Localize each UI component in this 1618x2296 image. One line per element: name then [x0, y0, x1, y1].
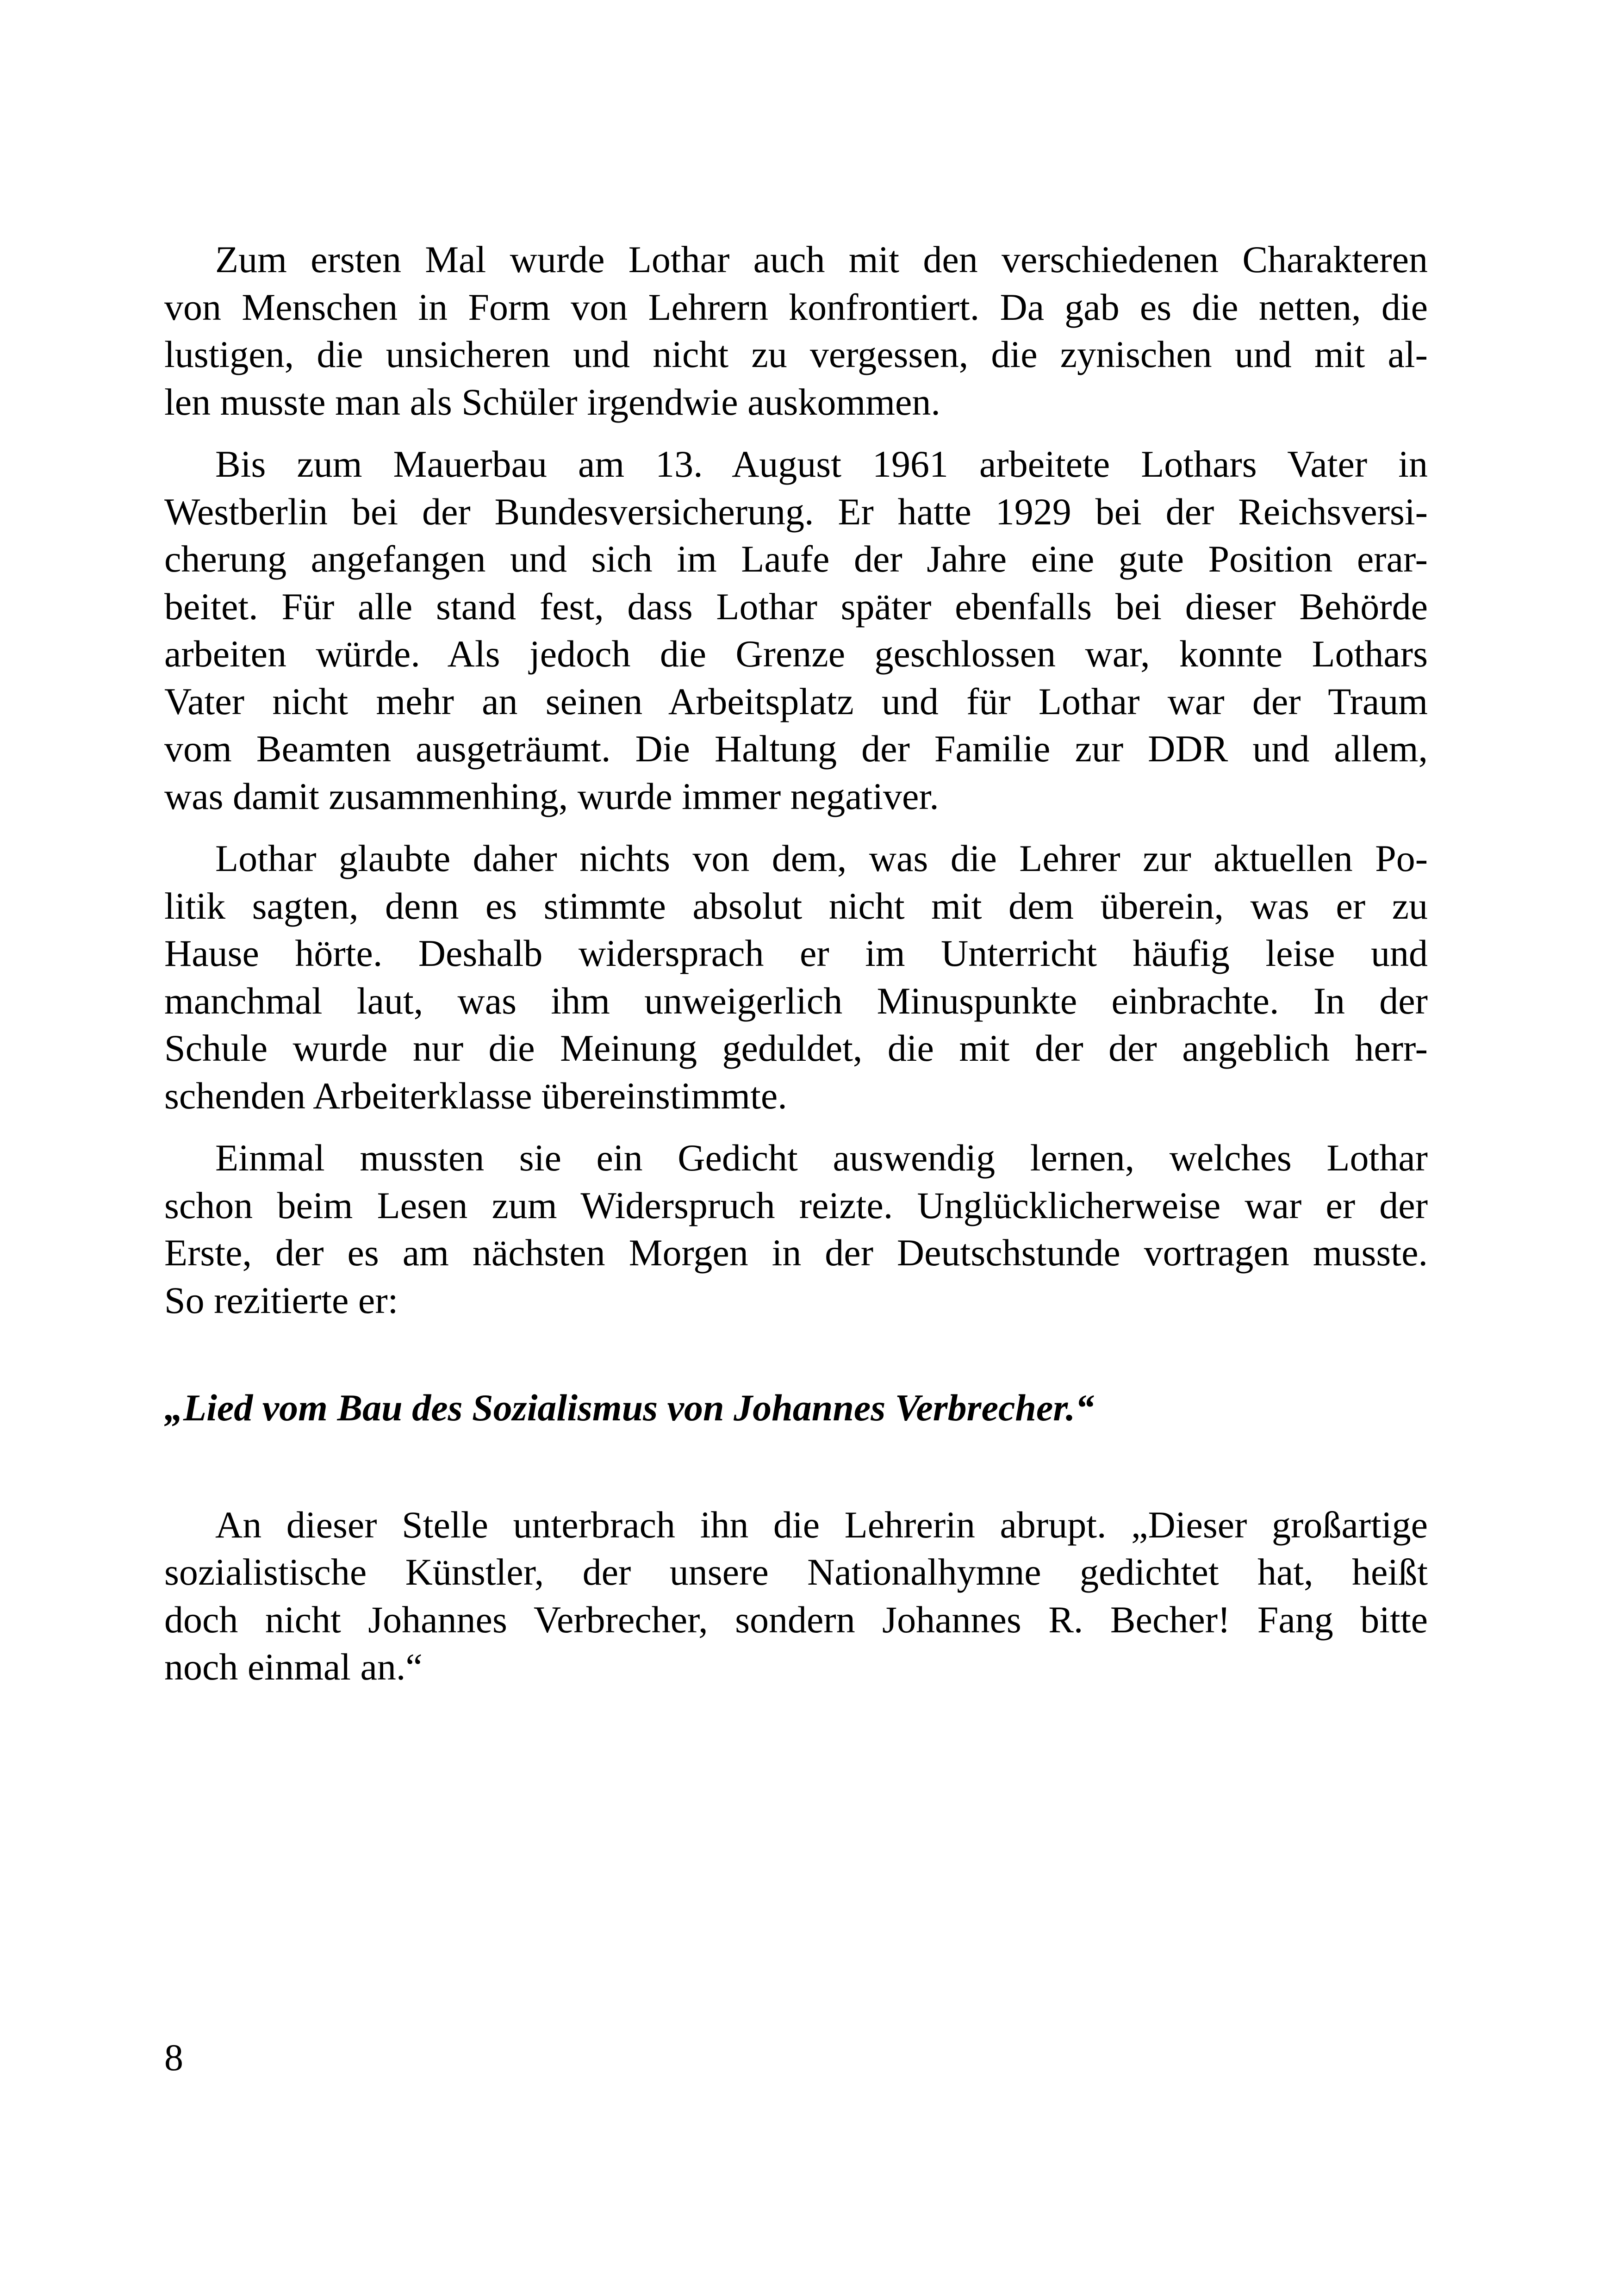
text-line: Bis zum Mauerbau am 13. August 1961 arbeitete Lothars Vater in [215, 443, 1428, 485]
text-line: beitet. Für alle stand fest, dass Lothar später ebenfalls bei dieser Behörde [164, 585, 1428, 628]
text-line: schenden Arbeiterklasse übereinstimmte. [164, 1074, 787, 1117]
text-line: was damit zusammenhing, wurde immer negativer. [164, 775, 939, 817]
text-line: Zum ersten Mal wurde Lothar auch mit den verschiedenen Charakteren [215, 238, 1428, 280]
text-line: noch einmal an.“ [164, 1646, 423, 1688]
text-line: sozialistische Künstler, der unsere Nationalhymne gedichtet hat, heißt [164, 1551, 1428, 1593]
body-text [164, 236, 1428, 1706]
text-line: vom Beamten ausgeträumt. Die Haltung der Familie zur DDR und allem, [164, 728, 1428, 770]
paragraph-father [164, 441, 1428, 820]
page-number: 8 [164, 2036, 183, 2078]
text-line: manchmal laut, was ihm unweigerlich Minuspunkte einbrachte. In der [164, 979, 1428, 1022]
paragraph-politics [164, 835, 1428, 1120]
text-line: Lothar glaubte daher nichts von dem, was die Lehrer zur aktuellen Po- [215, 837, 1428, 879]
paragraph-teachers [164, 236, 1428, 426]
text-line: Einmal mussten sie ein Gedicht auswendig lernen, welches Lothar [215, 1137, 1428, 1179]
text-line: arbeiten würde. Als jedoch die Grenze geschlossen war, konnte Lothars [164, 633, 1428, 675]
text-line: So rezitierte er: [164, 1279, 398, 1321]
text-line: Westberlin bei der Bundesversicherung. Er hatte 1929 bei der Reichsversi- [164, 490, 1428, 533]
paragraph-poem-intro [164, 1134, 1428, 1324]
text-line: von Menschen in Form von Lehrern konfrontiert. Da gab es die netten, die [164, 286, 1428, 328]
text-line: schon beim Lesen zum Widerspruch reizte. Unglücklicherweise war er der [164, 1184, 1428, 1226]
poem-title: „Lied vom Bau des Sozialismus von Johannes Verbrecher.“ [164, 1387, 1095, 1429]
paragraph-teacher-interrupts [164, 1501, 1428, 1691]
text-line: An dieser Stelle unterbrach ihn die Lehrerin abrupt. „Dieser großartige [215, 1503, 1428, 1546]
text-line: lustigen, die unsicheren und nicht zu vergessen, die zynischen und mit al- [164, 333, 1428, 375]
text-line: litik sagten, denn es stimmte absolut nicht mit dem überein, was er zu [164, 884, 1428, 927]
text-line: Vater nicht mehr an seinen Arbeitsplatz und für Lothar war der Traum [164, 680, 1428, 722]
text-line: Erste, der es am nächsten Morgen in der Deutschstunde vortragen musste. [164, 1232, 1428, 1274]
text-line: len musste man als Schüler irgendwie auskommen. [164, 380, 940, 423]
text-line: cherung angefangen und sich im Laufe der Jahre eine gute Position erar- [164, 538, 1428, 580]
text-line: doch nicht Johannes Verbrecher, sondern Johannes R. Becher! Fang bitte [164, 1598, 1428, 1641]
text-line: Hause hörte. Deshalb widersprach er im Unterricht häufig leise und [164, 932, 1428, 974]
text-line: Schule wurde nur die Meinung geduldet, die mit der der angeblich herr- [164, 1027, 1428, 1069]
